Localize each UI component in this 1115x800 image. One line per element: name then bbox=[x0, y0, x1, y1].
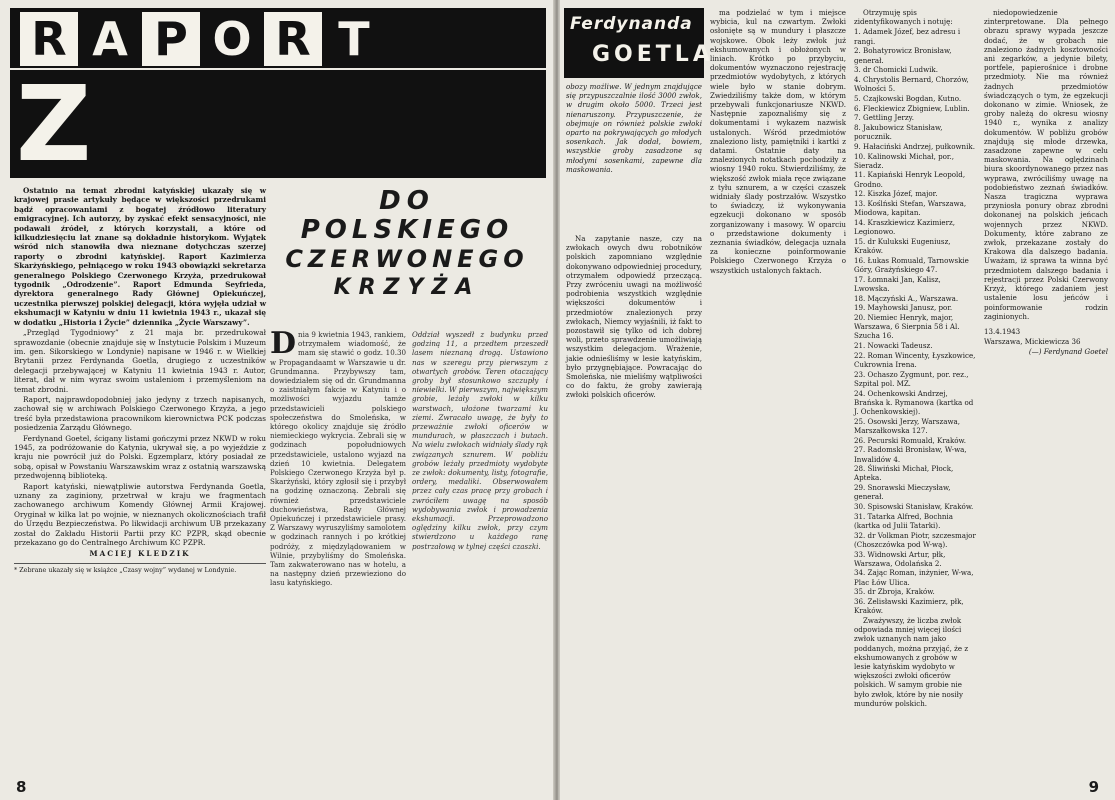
author-block bbox=[564, 8, 714, 78]
katyn-banner bbox=[10, 70, 546, 178]
list-item: 23. Ochaszo Zygmunt, por. rez., Szpital pol. MZ. bbox=[854, 369, 969, 388]
list-item: 14. Kraszkiewicz Kazimierz, Legionowo. bbox=[854, 217, 956, 237]
report-text: nia 9 kwietnia 1943, rankiem, otrzymałem wiadomość, że mam się stawić o godz. 10.30 w Propagandaamt w Warszawie u dr. Grundmanna. Przybywszy tam, dowiedziałem się od dr. Grundmanna o zaistniałym fakcie w Katyniu i o możliwości wyjazdu tamże przedstawicieli polskiego społeczeństwa do Smoleńska, w którego okolicy znajduje się źródło niemieckiego wykrycia. Zebrali się w godzinach popołudniowych przedstawiciele, ustalono wyjazd na dzień 10 kwietnia. Delegatem Polskiego Czerwonego Krzyża był p. Skarżyński, który zgłosił się i przybył na godzinę oznaczoną. Zebrali się również przedstawiciele duchowieństwa, Rady Głównej Opiekuńczej i przedstawiciele prasy. Z Warszawy wyruszyliśmy samolotem w godzinach rannych i po krótkiej podróży, z międzylądowaniem w Wilnie, przybyliśmy do Smoleńska. Tam zakwaterowano nas w hotelu, a na następny dzień przewieziono do lasu katyńskiego. bbox=[270, 330, 406, 588]
list-item: 30. Spisowski Stanisław, Kraków. bbox=[854, 502, 974, 512]
list-item: 11. Kapiański Henryk Leopold, Grodno. bbox=[854, 170, 966, 189]
intro-signature: MACIEJ KLEDZIK bbox=[89, 549, 191, 559]
body-text: Zważywszy, że liczba zwłok odpowiada mniej więcej ilości zwłok uznanych nam jako poddanych, można przyjąć, że z ekshumowanych z grobów w lesie katyńskim wydobyto w większości zwłoki oficerów polskich. W samym grobie nie było zwłok, które by nie nosiły mundurów polskich. bbox=[854, 616, 969, 708]
list-item: 8. Jakubowicz Stanisław, porucznik. bbox=[854, 122, 943, 142]
list-item: 4. Chrystolis Bernard, Chorzów, Wolności 5. bbox=[854, 74, 969, 94]
footnote: * Zebrane ukazały się w książce „Czasy wojny” wydanej w Londynie. bbox=[14, 563, 266, 574]
identified-list-column bbox=[854, 8, 976, 709]
header-letter: R bbox=[20, 12, 78, 66]
list-item: 2. Bohatyrowicz Bronisław, generał. bbox=[854, 46, 952, 65]
list-item: 35. dr Zbroja, Kraków. bbox=[854, 587, 935, 597]
list-item: 15. dr Kulukski Eugeniusz, Kraków. bbox=[854, 236, 951, 256]
raport-header bbox=[10, 8, 546, 68]
list-item: 22. Roman Wincenty, Łyszkowice, Cukrownia Irena. bbox=[854, 350, 976, 370]
title-line: CZERWONEGO bbox=[285, 245, 529, 273]
banner-word: Z bbox=[16, 70, 102, 178]
author-first-name: Ferdynanda bbox=[570, 14, 693, 34]
list-item: 6. Fleckiewicz Zbigniew, Lublin. bbox=[854, 103, 970, 113]
header-letter: A bbox=[81, 12, 139, 66]
report-column-1 bbox=[270, 326, 406, 588]
right-column-4 bbox=[984, 8, 1108, 358]
report-date: 13.4.1943 bbox=[984, 326, 1021, 336]
identified-list bbox=[854, 27, 976, 615]
list-item: 5. Czajkowski Bogdan, Kutno. bbox=[854, 93, 962, 103]
article-title-cont bbox=[268, 244, 546, 302]
intro-paragraph: Raport katyński, niewątpliwie autorstwa Ferdynanda Goetla, uznany za zaginiony, przetrwał w kraju we fragmentach zachowanego archiwum Komendy Głównej Armii Krajowej. Oryginał w kilka lat po wojnie, w nieznanych okolicznościach trafił do Urzędu Bezpieczeństwa. Po likwidacji archiwum UB przekazany został do Zakładu Historii Partii przy KC PZPR, skąd obecnie przekazano go do Centralnego Archiwum KC PZPR. bbox=[14, 481, 266, 548]
report-text: Oddział wyszedł z budynku przed godziną 11, a przedtem przeszedł lasem nieznaną drogą. Ustawiono nas w szeregu przy pierwszym z otwartych grobów. Teren otaczający groby był stosunkowo szczupły i niewielki. W pierwszym, największym grobie, leżały zwłoki w kilku warstwach, ułożone twarzami ku ziemi. Zwracało uwagę, że były to przeważnie zwłoki oficerów w mundurach, w płaszczach i butach. Na wielu zwłokach widniały ślady rąk związanych sznurem. W pobliżu grobów leżały przedmioty wydobyte ze zwłok: dokumenty, listy, fotografie, ordery, medaliki. Obserwowałem przez cały czas pracę przy grobach i zwróciłem uwagę na sposób wydobywania zwłok i prowadzenia ekshumacji. Przeprowadzono oględziny kilku zwłok, przy czym stwierdzono u każdego ranę postrzałową w tylnej części czaszki. bbox=[412, 330, 548, 551]
intro-paragraph: „Przegląd Tygodniowy” z 21 maja br. przedrukował sprawozdanie (obecnie znajduje się w Instytucie Polskim i Muzeum im. gen. Sikorskiego w Londynie) napisane w 1946 r. w Wielkiej Brytanii przez Ferdynanda Goetla, drugiego z uczestników delegacji przebywającej w Katyniu 11 kwietnia 1943 r. Autor, literat, dał w nim wyraz swoim ustaleniom i przemyśleniom na temat zbrodni. bbox=[14, 328, 266, 394]
intro-paragraph: Raport, najprawdopodobniej jako jedyny z trzech napisanych, zachował się w archiwach Polskiego Czerwonego Krzyża, a jego treść była przedstawiona pracownikom kierownictwa PCK podczas posiedzenia Zarządu Głównego. bbox=[14, 394, 266, 433]
report-place: Warszawa, Mickiewicza 36 bbox=[984, 337, 1081, 347]
header-letter: O bbox=[203, 12, 261, 66]
header-letter: R bbox=[264, 12, 322, 66]
list-item: 20. Niemiec Henryk, major, Warszawa, 6 Sierpnia 58 i Al. Szucha 16. bbox=[854, 313, 960, 341]
page-number-right: 9 bbox=[1088, 778, 1099, 796]
drop-cap: D bbox=[270, 326, 297, 361]
title-line: KRZYŻA bbox=[333, 275, 481, 300]
list-item: 10. Kalinowski Michał, por., Sieradz. bbox=[854, 151, 955, 170]
title-line: POLSKIEGO bbox=[300, 215, 514, 245]
body-text: Na zapytanie nasze, czy na zwłokach owych dwu robotników polskich zapomniano względnie dokonywano odpowiedniej procedury, otrzymałem odpowiedź przeczącą. Przy zwróceniu uwagi na możliwość podrobienia wszystkich względnie większości dokumentów i przedmiotów znalezionych przy zwłokach, Niemcy wyjaśnili, iż fakt to pozostawił się tylko od ich dobrej woli, przeto sprawdzenie umożliwiają wszystkim delegacjom. Wrażenie, jakie odnieśliśmy w lesie katyńskim, było przygnębiające. Powracając do Smoleńska, nie mieliśmy wątpliwości co do faktu, że groby zawierają zwłoki polskich oficerów. bbox=[566, 234, 702, 400]
intro-lead: Ostatnio na temat zbrodni katyńskiej ukazały się w krajowej prasie artykuły będące w większości przedrukami bądź opracowaniami z bogatej źródłowo literatury emigracyjnej. Ich autorzy, by zyskać efekt sensacyjności, nie podawali źródeł, z których korzystali, a które od kilkudziesięciu lat znane są dokładnie historykom. Wyjątek wśród nich stanowiła dwa nieznane dotychczas szerzej raporty o zbrodni katyńskiej. Raport Kazimierza Skarżyńskiego, pełniącego w roku 1943 obowiązki sekretarza generalnego Polskiego Czerwonego Krzyża, przedrukował tygodnik „Odrodzenie”. Raport Edmunda Seyfrieda, dyrektora generalnego Rady Głównej Opiekuńczej, uczestnika pierwszej polskiej delegacji, która wyjęła udział w ekshumacji w Katyniu w dniu 11 kwietnia 1943 r., ukazał się w dodatku „Historia i Życie” dziennika „Życie Warszawy”. bbox=[14, 186, 266, 327]
list-item: 25. Osowski Jerzy, Warszawa, Marszałkowska 127. bbox=[854, 416, 960, 435]
list-item: 36. Zelisławski Kazimierz, płk, Kraków. bbox=[854, 597, 964, 616]
list-item: 9. Hałaciński Andrzej, pułkownik. bbox=[854, 141, 975, 151]
list-item: 32. dr Volkman Piotr, szczesmajor (Choszczówka pod W-wą). bbox=[854, 530, 976, 549]
list-item: 26. Pecurski Romuald, Kraków. bbox=[854, 435, 967, 445]
list-item: 21. Nowacki Tadeusz. bbox=[854, 341, 933, 351]
body-text: ma podzielać w tym i miejsce wybicia, kul na czwartym. Zwłoki osłonięte są w mundury i płaszcze wojskowe. Obok leży zwłok już ekshumowanych i obłożonych w liniach. Krótko po przybyciu, dokumentów wyznaczono rejestrację przedmiotów wydobytych, z których wiele było w stanie dobrym. Zwiedziliśmy także dom, w którym przebywali funkcjonariusze NKWD. Następnie zapoznaliśmy się z dokumentami i wykazem nazwisk ustalonych. Wśród przedmiotów znaleziono listy, pamiętniki i kartki z datami. Ostatnie daty na znalezionych notatkach pochodziły z wiosny 1940 roku. Stwierdziliśmy, że większość zwłok miała ręce związane z tyłu sznurem, a w części czaszek widniały ślady postrzałów. Wszystko to świadczy, iż wykonywania egzekucji dokonano w sposób zorganizowany i masowy. W oparciu o przedstawione dokumenty i zeznania świadków, delegacja uznała za konieczne poinformowanie Polskiego Czerwonego Krzyża o wszystkich ustalonych faktach. bbox=[710, 8, 846, 275]
list-item: 33. Widnowski Artur, płk, Warszawa, Odolańska 2. bbox=[854, 549, 946, 568]
list-item: 19. Mayhowski Janusz, por. bbox=[854, 303, 953, 313]
list-item: 1. Adamek Józef, bez adresu i rangi. bbox=[854, 27, 961, 46]
list-item: 12. Kiszka Józef, major. bbox=[854, 189, 938, 199]
author-last-name: GOETLA bbox=[592, 42, 714, 67]
intro-paragraph: Ferdynand Goetel, ścigany listami gończymi przez NKWD w roku 1945, za podróżowanie do Katynia, ukrywał się, a po wyjeździe z kraju nie powrócił już do Polski. Egzemplarz, który posiadał ze sobą, opisał w Powstaniu Warszawskim wraz z ostatnią warszawską przedwojenną biblioteką. bbox=[14, 433, 266, 481]
raport-word bbox=[20, 12, 383, 66]
right-column-1 bbox=[566, 234, 702, 401]
list-item: 27. Radomski Bronisław, W-wa, Inwalidów 4. bbox=[854, 445, 967, 464]
intro-column bbox=[14, 186, 266, 575]
right-column-2 bbox=[710, 8, 846, 276]
report-signature: (—) Ferdynand Goetel bbox=[1028, 347, 1108, 357]
list-item: 28. Śliwiński Michał, Płock, Apteka. bbox=[854, 464, 954, 483]
list-item: 34. Zając Roman, inżynier, W-wa, Plac Łów Ulica. bbox=[854, 568, 974, 587]
list-item: 17. Łomnaki Jan, Kalisz, Lwowska. bbox=[854, 274, 941, 293]
right-page bbox=[560, 0, 1115, 800]
list-heading: Otrzymuję spis zidentyfikowanych i notuję: bbox=[854, 8, 953, 27]
title-line: DO bbox=[379, 186, 435, 216]
italic-passage: obozy możliwe. W jednym znajdujące się przypuszczalnie ilość 3000 zwłok, w drugim około 5000. Trzeci jest nienaruszony. Przypuszczenie, że obejmuje on również polskie zwłoki oparto na pokrywających go młodych sosenkach. Jak dodał, bowiem, wszystkie groby zasadzone są młodymi sosenkami, zapewne dla maskowania. bbox=[566, 82, 702, 174]
page-number-left: 8 bbox=[16, 778, 27, 796]
header-letter: T bbox=[325, 12, 383, 66]
report-column-2 bbox=[412, 330, 548, 551]
list-item: 13. Koślński Stefan, Warszawa, Miodowa, kapitan. bbox=[854, 199, 967, 218]
body-text: niedopowiedzenie zinterpretowane. Dla pełnego obrazu sprawy wypada jeszcze dodać, że w grobach nie znaleziono żadnych kosztowności ani zegarków, a jedynie bilety, portfele, papierośnice i drobne przedmioty. Nie ma również żadnych przedmiotów świadczących o tym, że egzekucji dokonano w zimie. Wniosek, że groby należą do okresu wiosny 1940 r., wynika z analizy dokumentów. W pobliżu grobów znajdują się młode drzewka, zasadzone zapewne w celu maskowania. Na oględzinach biura skoordynowanego przez nas wyprawa, zwróciliśmy uwagę na podobieństwo zeznań świadków. Nasza tragiczna wyprawa przyniosła ponury obraz zbrodni dokonanej na polskich jeńcach wojennych przez NKWD. Dokumenty, które zabrano ze zwłok, przekazane zostały do Krakowa dla dalszego badania. Uważam, iż sprawa ta winna być przedmiotem dalszego badania i rejestracji przez Polski Czerwony Krzyż, którego zadaniem jest ustalenie losu jeńców i poinformowanie rodzin zaginionych. bbox=[984, 8, 1108, 321]
header-letter: P bbox=[142, 12, 200, 66]
list-item: 31. Tatarka Alfred, Bochnia (kartka od Julii Tatarki). bbox=[854, 511, 953, 530]
list-item: 7. Gettling Jerzy. bbox=[854, 113, 914, 123]
list-item: 3. dr Chomicki Ludwik. bbox=[854, 65, 938, 75]
list-item: 18. Mączyński A., Warszawa. bbox=[854, 293, 959, 303]
list-item: 29. Snorawski Mieczysław, generał. bbox=[854, 483, 951, 502]
list-item: 24. Ochenkowski Andrzej, Brańska k. Rymanowa (kartka od J. Ochenkowskiej). bbox=[854, 388, 974, 417]
list-item: 16. Łukas Romuald, Tarnowskie Góry, Grażyńskiego 47. bbox=[854, 255, 969, 274]
left-page bbox=[0, 0, 555, 800]
